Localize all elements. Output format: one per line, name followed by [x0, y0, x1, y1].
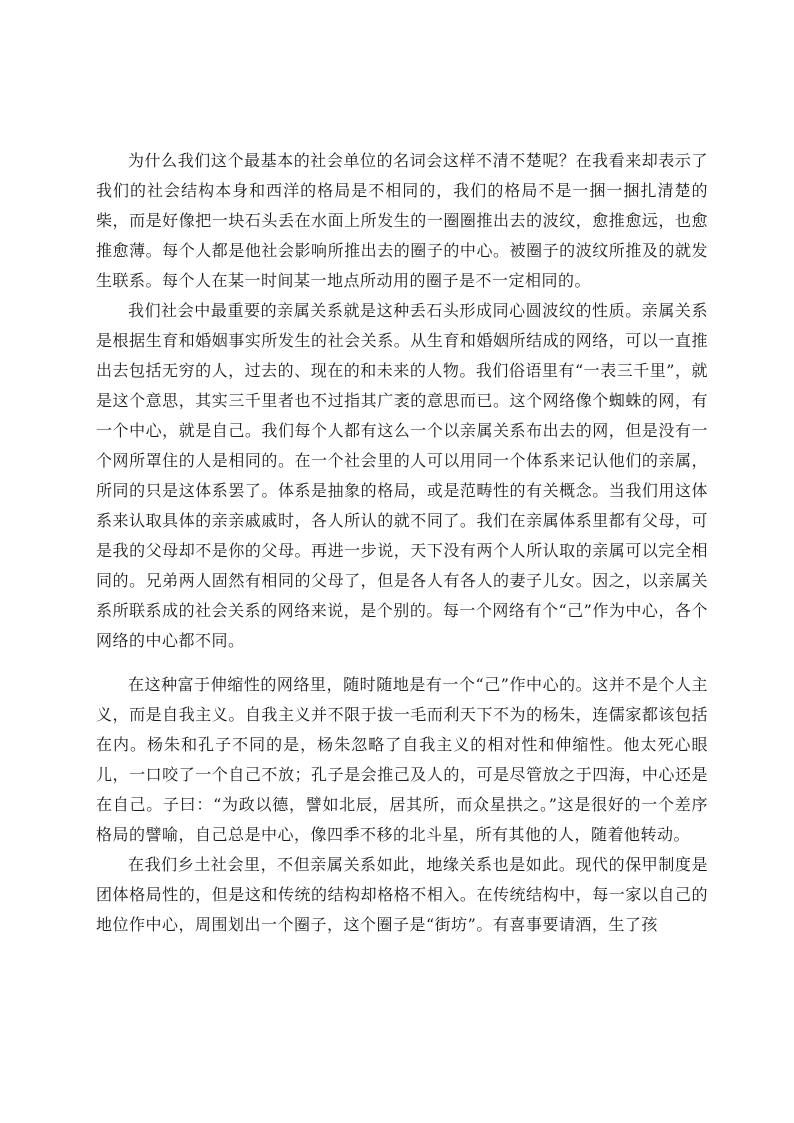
- paragraph-3: 在这种富于伸缩性的网络里，随时随地是有一个“己”作中心的。这并不是个人主义，而是自我主义。自我主义并不限于拔一毛而利天下不为的杨朱，连儒家都该包括在内。杨朱和孔子不同的是，杨朱忽略了自我主义的相对性和伸缩性。他太死心眼儿，一口咬了一个自己不放；孔子是会推己及人的，可是尽管放之于四海，中心还是在自己。子曰：“为政以德，譬如北辰，居其所，而众星拱之。”这是很好的一个差序格局的譬喻，自己总是中心，像四季不移的北斗星，所有其他的人，随着他转动。: [96, 675, 708, 844]
- paragraph-4: 在我们乡土社会里，不但亲属关系如此，地缘关系也是如此。现代的保甲制度是团体格局性的，但是这和传统的结构却格格不相入。在传统结构中，每一家以自己的地位作中心，周围划出一个圈子，这个圈子是“街坊”。有喜事要请酒，生了孩: [96, 855, 708, 934]
- paragraph-2: 我们社会中最重要的亲属关系就是这种丢石头形成同心圆波纹的性质。亲属关系是根据生育和婚姻事实所发生的社会关系。从生育和婚姻所结成的网络，可以一直推出去包括无穷的人，过去的、现在的和未来的人物。我们俗语里有“一表三千里”，就是这个意思，其实三千里者也不过指其广袤的意思而已。这个网络像个蜘蛛的网，有一个中心，就是自己。我们每个人都有这么一个以亲属关系布出去的网，但是没有一个网所罩住的人是相同的。在一个社会里的人可以用同一个体系来记认他们的亲属，所同的只是这体系罢了。体系是抽象的格局，或是范畴性的有关概念。当我们用这体系来认取具体的亲亲戚戚时，各人所认的就不同了。我们在亲属体系里都有父母，可是我的父母却不是你的父母。再进一步说，天下没有两个人所认取的亲属可以完全相同的。兄弟两人固然有相同的父母了，但是各人有各人的妻子儿女。因之，以亲属关系所联系成的社会关系的网络来说，是个别的。每一个网络有个“己”作为中心，各个网络的中心都不同。: [96, 301, 708, 650]
- document-body: [96, 146, 708, 940]
- paragraph-1: 为什么我们这个最基本的社会单位的名词会这样不清不楚呢？在我看来却表示了我们的社会结构本身和西洋的格局是不相同的，我们的格局不是一捆一捆扎清楚的柴，而是好像把一块石头丢在水面上所发生的一圈圈推出去的波纹，愈推愈远，也愈推愈薄。每个人都是他社会影响所推出去的圈子的中心。被圈子的波纹所推及的就发生联系。每个人在某一时间某一地点所动用的圈子是不一定相同的。: [96, 151, 708, 290]
